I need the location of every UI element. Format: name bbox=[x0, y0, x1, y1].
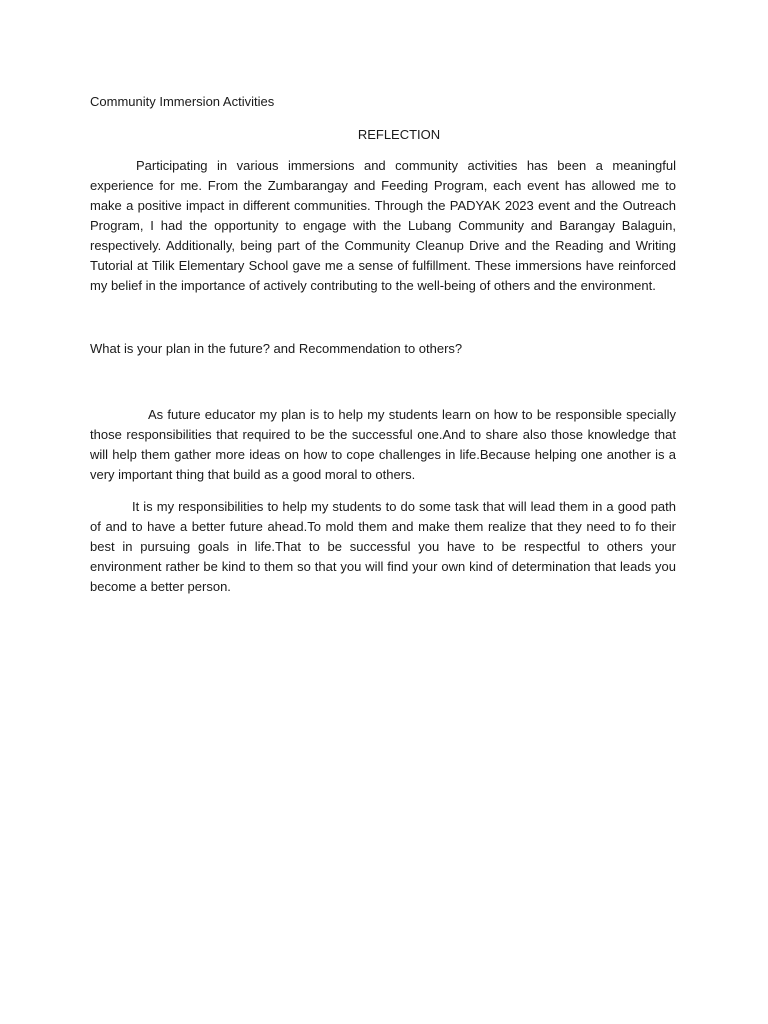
plan-paragraph: As future educator my plan is to help my students learn on how to be responsible specially those responsibilities that required to be the successful one.And to share also those knowledge that will help them gather more ideas on how to cope challenges in life.Because helping one another is a very important thing that build as a good moral to others. bbox=[90, 407, 676, 482]
document-heading: Community Immersion Activities bbox=[90, 94, 275, 109]
future-plan-question: What is your plan in the future? and Recommendation to others? bbox=[90, 341, 463, 356]
document-body bbox=[90, 93, 676, 597]
reflection-title: REFLECTION bbox=[357, 127, 441, 142]
responsibility-paragraph: It is my responsibilities to help my students to do some task that will lead them in a good path of and to have a better future ahead.To mold them and make them realize that they need to fo their best in pursuing goals in life.That to be successful you have to be respectful to others your environment rather be kind to them so that you will find your own kind of determination that leads you become a better person. bbox=[90, 499, 676, 594]
reflection-paragraph: Participating in various immersions and community activities has been a meaningful experience for me. From the Zumbarangay and Feeding Program, each event has allowed me to make a positive impact in different communities. Through the PADYAK 2023 event and the Outreach Program, I had the opportunity to engage with the Lubang Community and Barangay Balaguin, respectively. Additionally, being part of the Community Cleanup Drive and the Reading and Writing Tutorial at Tilik Elementary School gave me a sense of fulfillment. These immersions have reinforced my belief in the importance of actively contributing to the well-being of others and the environment. bbox=[90, 158, 676, 293]
